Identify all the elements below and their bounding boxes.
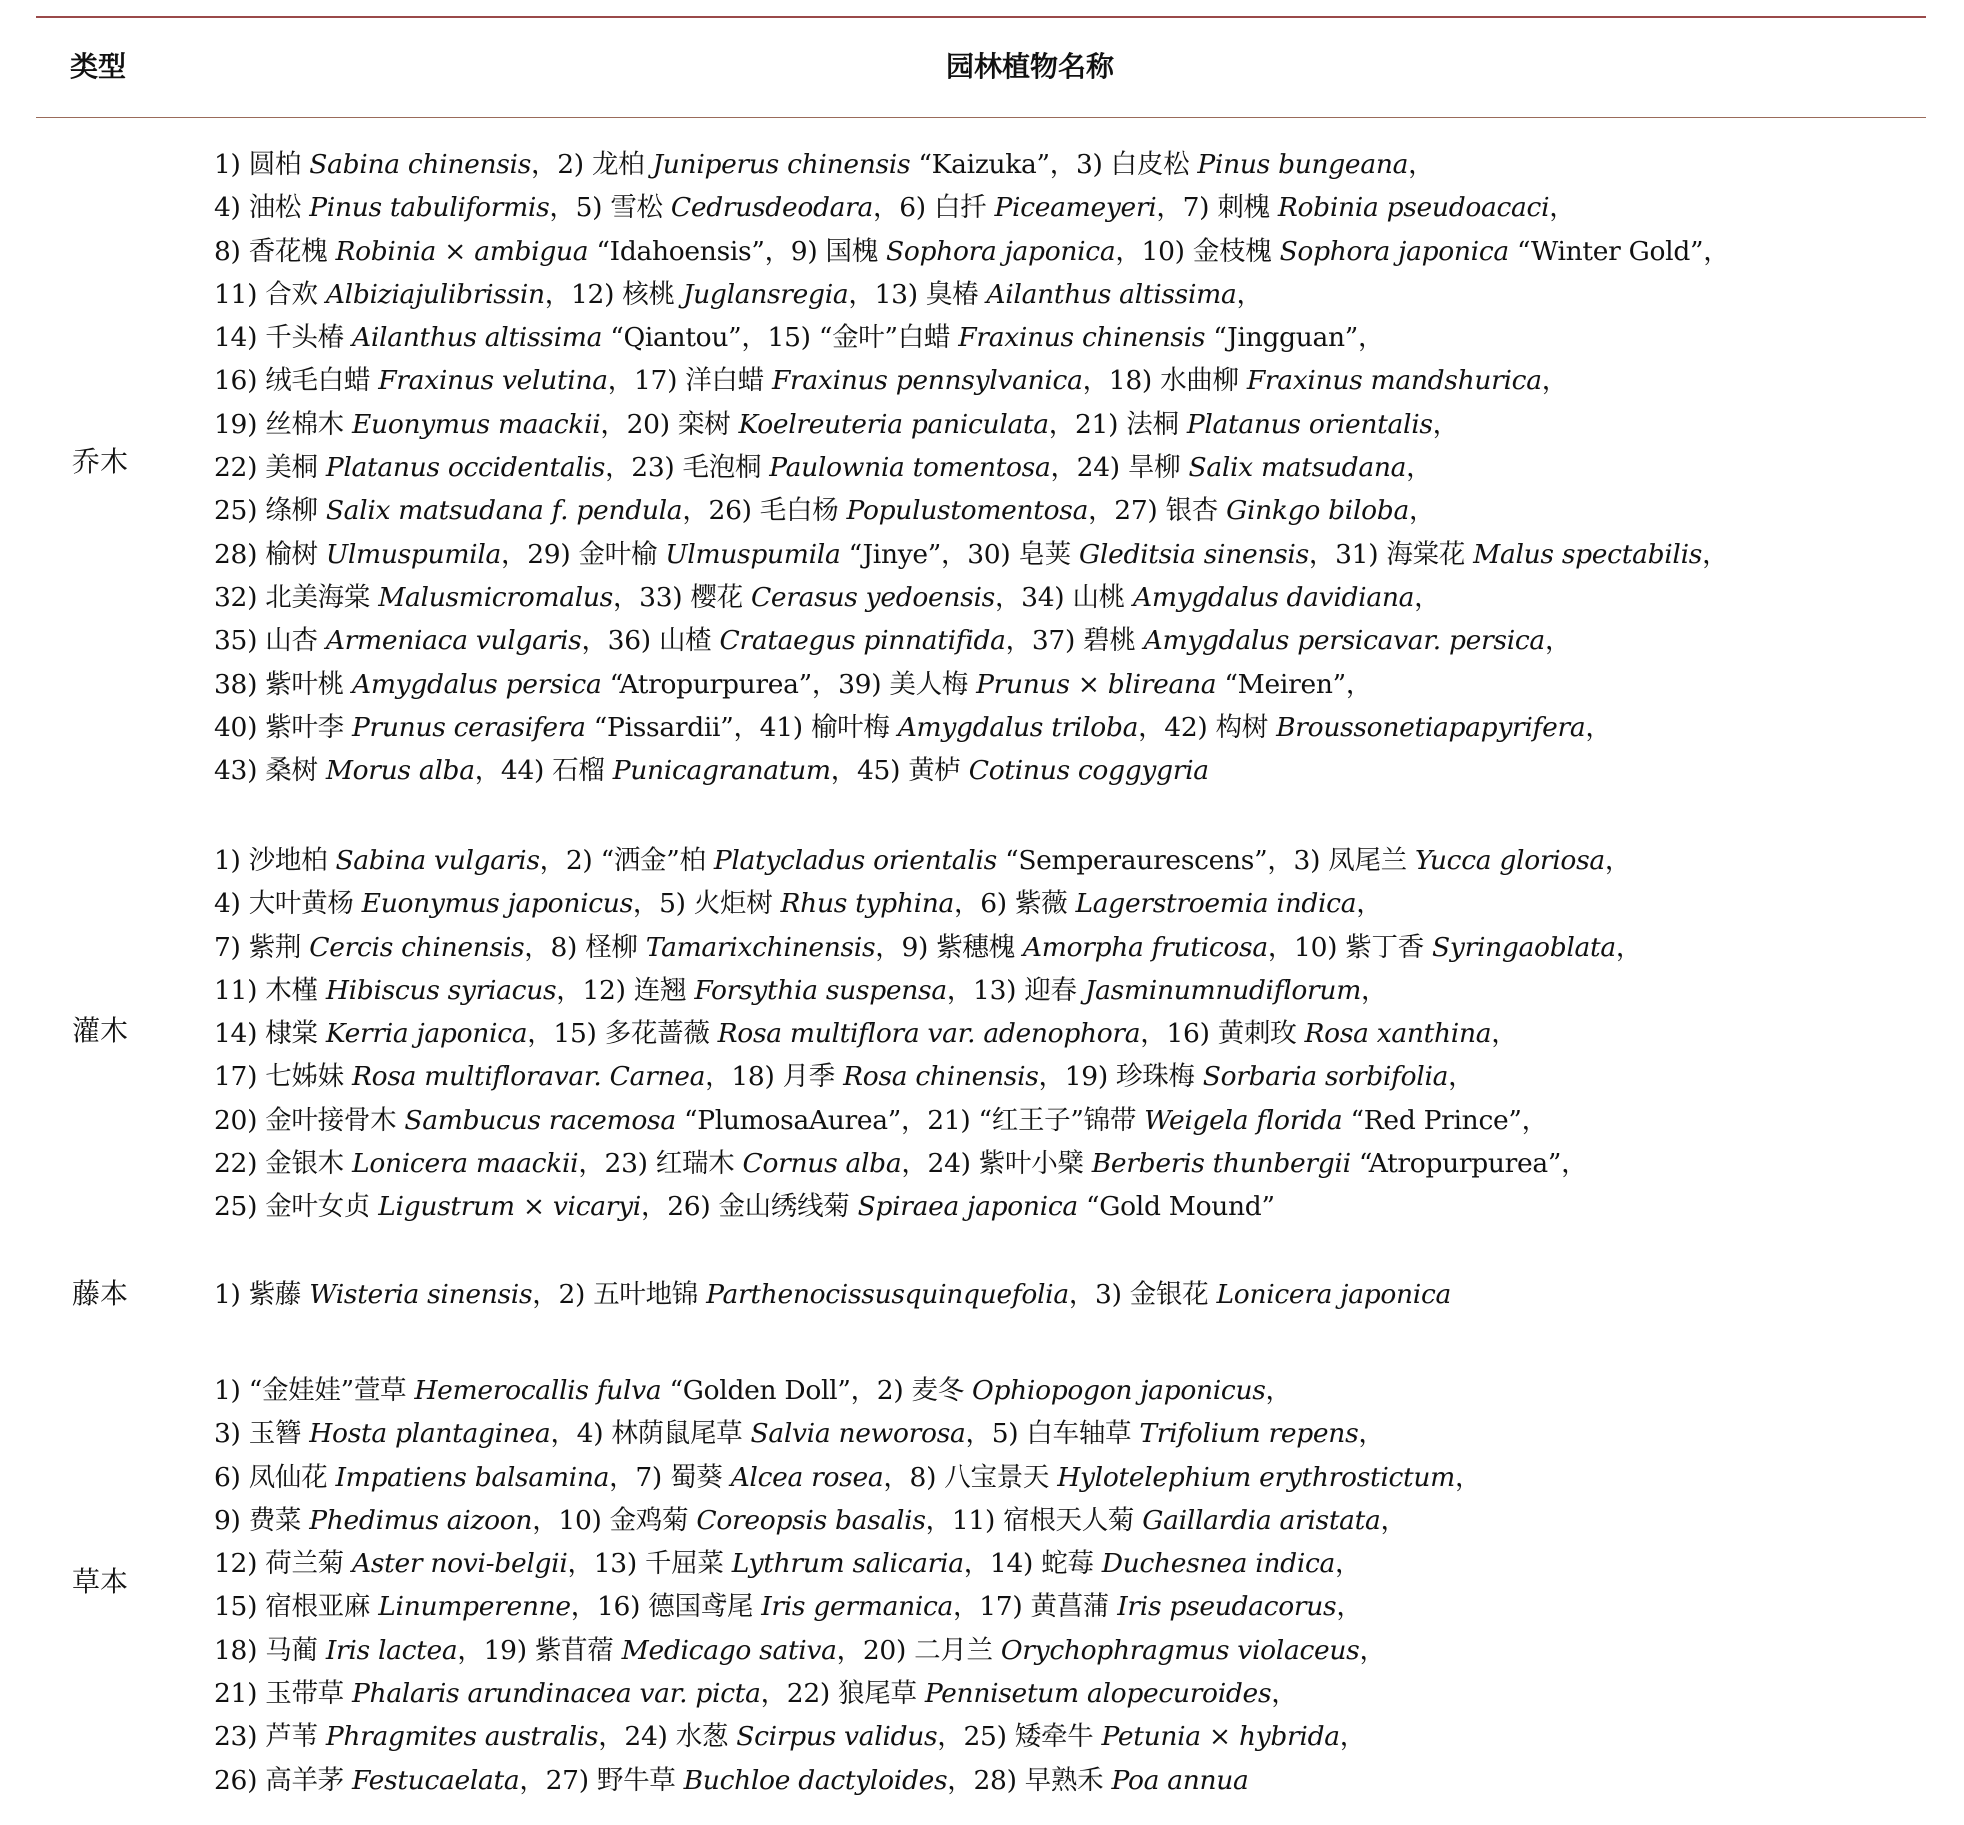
plant-text: 3) 玉簪 — [214, 1418, 310, 1450]
latin-name: Salvia neworosa — [750, 1418, 966, 1450]
plant-line — [214, 882, 1934, 925]
plant-text: ，25) 矮牵牛 — [937, 1721, 1102, 1753]
header-plant-name: 园林植物名称 — [945, 50, 1114, 83]
plant-text: “Red Prince”， — [1342, 1104, 1548, 1136]
plant-text: ， — [1541, 365, 1568, 397]
plant-text: ， — [1544, 625, 1572, 657]
latin-name: Buchloe dactyloides — [683, 1764, 948, 1796]
plant-text: ， — [1271, 1678, 1298, 1710]
plant-lines — [214, 143, 1934, 792]
header-type: 类型 — [70, 50, 127, 83]
plant-text: ，3) 金银花 — [1068, 1279, 1217, 1310]
plant-text: “Qiantou”，15) “金叶”白蜡 — [602, 322, 959, 354]
latin-name: Wisteria sinensis — [309, 1279, 533, 1310]
plant-text: ，18) 月季 — [705, 1061, 844, 1093]
plant-text: ，12) 连翘 — [556, 974, 695, 1006]
plant-text: ，29) 金叶榆 — [501, 538, 666, 570]
plant-text: ，17) 黄菖蒲 — [953, 1591, 1118, 1623]
plant-text: 1) 圆柏 — [214, 149, 310, 180]
plant-text: ，4) 林荫鼠尾草 — [550, 1418, 751, 1450]
plant-text: ，13) 迎春 — [946, 974, 1085, 1006]
latin-name: Iris lactea — [325, 1634, 458, 1666]
latin-name: Amorpha fruticosa — [1022, 931, 1268, 963]
plant-text: “Pissardii”，41) 榆叶梅 — [585, 711, 898, 743]
plant-text: 4) 油松 — [214, 192, 310, 224]
plant-text: ，19) 紫苜蓿 — [457, 1634, 622, 1666]
plant-text: 8) 香花槐 — [214, 235, 336, 267]
latin-name: Ligustrum × vicaryi — [378, 1191, 641, 1223]
latin-name: Jasminumnudiflorum — [1084, 974, 1362, 1006]
plant-text: ，12) 核桃 — [544, 278, 683, 310]
plant-text: ，2) 龙柏 — [531, 149, 653, 180]
latin-name: Poa annua — [1111, 1764, 1249, 1796]
plant-text: ， — [1491, 1018, 1518, 1050]
plant-text: ，28) 早熟禾 — [947, 1764, 1112, 1796]
latin-name: Robinia pseudoacaci — [1277, 192, 1550, 224]
latin-name: Syringaoblata — [1432, 931, 1616, 963]
plant-text: 23) 芦苇 — [214, 1721, 326, 1753]
latin-name: Salix matsudana f. pendula — [325, 495, 683, 527]
latin-name: Albiziajulibrissin — [325, 278, 545, 310]
plant-line — [214, 1629, 1934, 1672]
plant-text: “Atropurpurea”， — [1350, 1148, 1588, 1180]
plant-text: ，44) 石榴 — [474, 755, 613, 787]
plant-text: ，31) 海棠花 — [1308, 538, 1474, 570]
plant-line — [214, 230, 1934, 273]
latin-name: Spiraea japonica — [857, 1191, 1078, 1223]
plant-text: ，20) 栾树 — [600, 408, 739, 440]
plant-line — [214, 1055, 1934, 1098]
plant-text: ，20) 二月兰 — [836, 1634, 1001, 1666]
plant-text: ，14) 蛇莓 — [963, 1548, 1102, 1580]
latin-name: Duchesnea indica — [1101, 1548, 1336, 1580]
plant-text: “Gold Mound” — [1077, 1191, 1275, 1223]
plant-text: 22) 金银木 — [214, 1148, 353, 1180]
latin-name: Morus alba — [325, 755, 475, 787]
latin-name: Lonicera maackii — [352, 1148, 579, 1180]
plant-text: ， — [1432, 408, 1459, 440]
latin-name: Malus spectabilis — [1473, 538, 1703, 570]
plant-text: ，23) 毛泡桐 — [605, 452, 770, 484]
latin-name: Fraxinus chinensis — [958, 322, 1206, 354]
plant-text: ， — [1335, 1548, 1362, 1580]
plant-line — [214, 576, 1934, 619]
plant-line — [214, 143, 1934, 186]
plant-text: ，5) 白车轴草 — [965, 1418, 1140, 1450]
plant-text: ，33) 樱花 — [612, 581, 751, 613]
latin-name: Festucaelata — [352, 1764, 520, 1796]
plant-text: ， — [1339, 1721, 1366, 1753]
plant-lines — [214, 1273, 1934, 1316]
latin-name: Paulownia tomentosa — [769, 452, 1051, 484]
latin-name: Trifolium repens — [1139, 1418, 1359, 1450]
latin-name: Sophora japonica — [886, 235, 1116, 267]
plant-text: ，10) 金鸡菊 — [532, 1504, 697, 1536]
plant-text: ， — [1448, 1061, 1475, 1093]
category-label: 藤本 — [72, 1277, 129, 1310]
plant-line — [214, 706, 1934, 749]
plant-line — [214, 1759, 1934, 1802]
plant-text: ， — [1336, 1591, 1363, 1623]
plant-text: 14) 棣棠 — [214, 1018, 326, 1050]
table-top-rule — [36, 16, 1926, 18]
plant-text: “Atropurpurea”，39) 美人梅 — [601, 668, 977, 700]
plant-text: 1) 紫藤 — [214, 1279, 310, 1310]
latin-name: Fraxinus velutina — [378, 365, 608, 397]
plant-text: ，15) 多花蔷薇 — [527, 1018, 718, 1050]
plant-line — [214, 1672, 1934, 1715]
plant-text: ， — [1359, 1634, 1386, 1666]
latin-name: Aster novi-belgii — [352, 1548, 568, 1580]
latin-name: Cornus alba — [742, 1148, 902, 1180]
latin-name: Kerria japonica — [325, 1018, 528, 1050]
latin-name: Lonicera japonica — [1216, 1279, 1452, 1310]
latin-name: Cotinus coggygria — [968, 755, 1209, 787]
latin-name: Hibiscus syriacus — [325, 974, 557, 1006]
plant-text: “Golden Doll”，2) 麦冬 — [661, 1375, 973, 1406]
latin-name: Salix matsudana — [1188, 452, 1407, 484]
plant-text: ，26) 毛白杨 — [682, 495, 847, 527]
latin-name: Broussonetiapapyrifera — [1276, 711, 1586, 743]
plant-text: ， — [1408, 149, 1435, 180]
plant-text: ， — [1380, 1504, 1407, 1536]
plant-line — [214, 1012, 1934, 1055]
latin-name: Pinus tabuliformis — [309, 192, 550, 224]
latin-name: Crataegus pinnatifida — [719, 625, 1006, 657]
plant-text: 21) 玉带草 — [214, 1678, 353, 1710]
plant-text: 4) 大叶黄杨 — [214, 888, 362, 920]
plant-text: ，37) 碧桃 — [1005, 625, 1144, 657]
latin-name: Weigela florida — [1144, 1104, 1343, 1136]
plant-text: ，22) 狼尾草 — [760, 1678, 925, 1710]
latin-name: Euonymus japonicus — [361, 888, 633, 920]
plant-text: 17) 七姊妹 — [214, 1061, 353, 1093]
category-label: 灌木 — [72, 1014, 129, 1047]
latin-name: Fraxinus mandshurica — [1246, 365, 1542, 397]
plant-text: ， — [1406, 452, 1433, 484]
plant-line — [214, 316, 1934, 359]
plant-text: ，26) 金山绣线菊 — [641, 1191, 858, 1223]
latin-name: Lythrum salicaria — [731, 1548, 964, 1580]
latin-name: Linumperenne — [378, 1591, 571, 1623]
plant-text: 38) 紫叶桃 — [214, 668, 353, 700]
plant-text: ，10) 金枝槐 — [1115, 235, 1280, 267]
plant-text: ，24) 旱柳 — [1050, 452, 1189, 484]
latin-name: Amygdalus persica — [352, 668, 602, 700]
latin-name: Ailanthus altissima — [986, 278, 1237, 310]
latin-name: Yucca gloriosa — [1415, 845, 1605, 876]
latin-name: Rosa chinensis — [843, 1061, 1039, 1093]
plant-line — [214, 749, 1934, 792]
header-rule — [36, 117, 1926, 118]
plant-text: “Kaizuka”，3) 白皮松 — [910, 149, 1198, 180]
plant-text: ，2) “洒金”柏 — [539, 845, 714, 876]
latin-name: Phragmites australis — [325, 1721, 599, 1753]
plant-line — [214, 533, 1934, 576]
latin-name: Juniperus chinensis — [652, 149, 911, 180]
plant-text: ， — [1265, 1375, 1292, 1406]
plant-text: ，8) 柽柳 — [524, 931, 646, 963]
plant-text: ，36) 山楂 — [581, 625, 720, 657]
plant-text: “Semperaurescens”，3) 凤尾兰 — [996, 845, 1416, 876]
latin-name: Robinia × ambigua — [335, 235, 589, 267]
plant-text: 1) “金娃娃”萱草 — [214, 1375, 415, 1406]
latin-name: Sabina chinensis — [309, 149, 532, 180]
plant-text: “Idahoensis”，9) 国槐 — [588, 235, 887, 267]
latin-name: Phalaris arundinacea var. picta — [352, 1678, 761, 1710]
latin-name: Euonymus maackii — [352, 408, 601, 440]
latin-name: Fraxinus pennsylvanica — [771, 365, 1083, 397]
latin-name: Alcea rosea — [730, 1461, 884, 1493]
plant-text: ， — [1455, 1461, 1482, 1493]
latin-name: Platycladus orientalis — [713, 845, 997, 876]
latin-name: Sabina vulgaris — [335, 845, 540, 876]
plant-line — [214, 1369, 1934, 1412]
latin-name: Armeniaca vulgaris — [325, 625, 582, 657]
latin-name: Piceameyeri — [994, 192, 1157, 224]
plant-text: ，17) 洋白蜡 — [607, 365, 772, 397]
plant-text: 12) 荷兰菊 — [214, 1548, 353, 1580]
plant-line — [214, 1142, 1934, 1185]
latin-name: Pinus bungeana — [1197, 149, 1409, 180]
plant-text: 43) 桑树 — [214, 755, 326, 787]
plant-text: 6) 凤仙花 — [214, 1461, 336, 1493]
plant-text: ，5) 火炬树 — [632, 888, 781, 920]
plant-text: ，23) 红瑞木 — [578, 1148, 743, 1180]
latin-name: Phedimus aizoon — [309, 1504, 533, 1536]
category-label: 乔木 — [72, 445, 129, 478]
plant-lines — [214, 839, 1934, 1229]
latin-name: Impatiens balsamina — [335, 1461, 610, 1493]
plant-text: 9) 费菜 — [214, 1504, 310, 1536]
latin-name: Ulmuspumila — [665, 538, 841, 570]
plant-text: 11) 合欢 — [214, 278, 326, 310]
plant-text: 19) 丝棉木 — [214, 408, 353, 440]
plant-line — [214, 663, 1934, 706]
latin-name: Coreopsis basalis — [696, 1504, 926, 1536]
plant-text: ，2) 五叶地锦 — [532, 1279, 707, 1310]
latin-name: Sophora japonica — [1279, 235, 1509, 267]
plant-line — [214, 969, 1934, 1012]
plant-text: ， — [1549, 192, 1576, 224]
plant-text: 35) 山杏 — [214, 625, 326, 657]
plant-line — [214, 1412, 1934, 1455]
plant-line — [214, 446, 1934, 489]
plant-text: ，5) 雪松 — [549, 192, 671, 224]
latin-name: Rosa xanthina — [1304, 1018, 1492, 1050]
plant-text: “Meiren”， — [1216, 668, 1373, 700]
plant-text: ，9) 紫穗槐 — [875, 931, 1023, 963]
plant-text: 25) 金叶女贞 — [214, 1191, 379, 1223]
latin-name: Prunus × blireana — [976, 668, 1217, 700]
plant-text: ，13) 千屈菜 — [567, 1548, 732, 1580]
plant-text: ， — [1236, 278, 1263, 310]
plant-text: ， — [1358, 1418, 1385, 1450]
plant-text: 16) 绒毛白蜡 — [214, 365, 379, 397]
latin-name: Ailanthus altissima — [352, 322, 603, 354]
plant-text: ，42) 构树 — [1138, 711, 1277, 743]
plant-text: 11) 木槿 — [214, 974, 326, 1006]
category-label: 草本 — [72, 1565, 129, 1598]
plant-lines — [214, 1369, 1934, 1802]
latin-name: Rosa multifloravar. Carnea — [352, 1061, 706, 1093]
plant-text: 18) 马蔺 — [214, 1634, 326, 1666]
plant-line — [214, 403, 1934, 446]
latin-name: Scirpus validus — [736, 1721, 938, 1753]
plant-text: 40) 紫叶李 — [214, 711, 353, 743]
plant-text: 7) 紫荆 — [214, 931, 310, 963]
plant-line — [214, 186, 1934, 229]
plant-text: “PlumosaAurea”，21) “红王子”锦带 — [675, 1104, 1145, 1136]
plant-line — [214, 1715, 1934, 1758]
plant-text: ，19) 珍珠梅 — [1038, 1061, 1203, 1093]
plant-text: “Jingguan”， — [1205, 322, 1385, 354]
plant-text: 26) 高羊茅 — [214, 1764, 353, 1796]
plant-line — [214, 489, 1934, 532]
latin-name: Lagerstroemia indica — [1075, 888, 1357, 920]
plant-line — [214, 926, 1934, 969]
latin-name: Amygdalus persicavar. persica — [1143, 625, 1545, 657]
plant-text: ， — [1361, 974, 1388, 1006]
plant-text: ， — [1585, 711, 1612, 743]
plant-text: ， — [1615, 931, 1643, 963]
latin-name: Hosta plantaginea — [309, 1418, 551, 1450]
plant-text: ，7) 刺槐 — [1156, 192, 1278, 224]
plant-text: 20) 金叶接骨木 — [214, 1104, 405, 1136]
plant-text: ，8) 八宝景天 — [883, 1461, 1058, 1493]
plant-text: 28) 榆树 — [214, 538, 326, 570]
plant-text: 22) 美桐 — [214, 452, 326, 484]
plant-text: ，21) 法桐 — [1048, 408, 1187, 440]
latin-name: Malusmicromalus — [378, 581, 613, 613]
latin-name: Punicagranatum — [612, 755, 831, 787]
plant-text: ， — [1408, 495, 1436, 527]
plant-text: ，11) 宿根天人菊 — [925, 1504, 1143, 1536]
plant-text: ，6) 紫薇 — [954, 888, 1076, 920]
latin-name: Koelreuteria paniculata — [738, 408, 1049, 440]
plant-text: 15) 宿根亚麻 — [214, 1591, 379, 1623]
latin-name: Hylotelephium erythrostictum — [1057, 1461, 1455, 1493]
plant-line — [214, 1273, 1934, 1316]
plant-line — [214, 839, 1934, 882]
latin-name: Platanus orientalis — [1186, 408, 1433, 440]
plant-text: ，24) 水葱 — [598, 1721, 737, 1753]
plant-text: 25) 绦柳 — [214, 495, 326, 527]
plant-text: ，45) 黄栌 — [830, 755, 969, 787]
latin-name: Tamarixchinensis — [645, 931, 876, 963]
latin-name: Platanus occidentalis — [325, 452, 606, 484]
latin-name: Sorbaria sorbifolia — [1202, 1061, 1449, 1093]
latin-name: Cedrusdeodara — [670, 192, 874, 224]
latin-name: Forsythia suspensa — [694, 974, 947, 1006]
latin-name: Rhus typhina — [780, 888, 955, 920]
plant-line — [214, 1456, 1934, 1499]
plant-line — [214, 1542, 1934, 1585]
latin-name: Iris pseudacorus — [1117, 1591, 1337, 1623]
latin-name: Amygdalus triloba — [897, 711, 1139, 743]
plant-text: ， — [1702, 538, 1729, 570]
latin-name: Pennisetum alopecuroides — [924, 1678, 1272, 1710]
latin-name: Cercis chinensis — [309, 931, 525, 963]
plant-text: “Jinye”，30) 皂荚 — [840, 538, 1080, 570]
plant-text: ，27) 野牛草 — [519, 1764, 684, 1796]
latin-name: Prunus cerasifera — [352, 711, 586, 743]
plant-text: ，18) 水曲柳 — [1082, 365, 1247, 397]
plant-text: ，16) 黄刺玫 — [1140, 1018, 1305, 1050]
latin-name: Amygdalus davidiana — [1132, 581, 1415, 613]
plant-text: 1) 沙地柏 — [214, 845, 336, 876]
plant-text: ，10) 紫丁香 — [1267, 931, 1433, 963]
latin-name: Parthenocissusquinquefolia — [706, 1279, 1069, 1310]
latin-name: Medicago sativa — [621, 1634, 837, 1666]
plant-text: ， — [1414, 581, 1441, 613]
plant-line — [214, 1099, 1934, 1142]
plant-line — [214, 619, 1934, 662]
plant-line — [214, 1499, 1934, 1542]
latin-name: Petunia × hybrida — [1101, 1721, 1340, 1753]
plant-text: ， — [1356, 888, 1383, 920]
plant-text: ，13) 臭椿 — [848, 278, 987, 310]
plant-text: ，24) 紫叶小檗 — [901, 1148, 1092, 1180]
latin-name: Berberis thunbergii — [1091, 1148, 1351, 1180]
plant-text: ，16) 德国鸢尾 — [570, 1591, 762, 1623]
plant-text: ，27) 银杏 — [1088, 495, 1227, 527]
latin-name: Ophiopogon japonicus — [972, 1375, 1266, 1406]
plant-text: ， — [1604, 845, 1632, 876]
latin-name: Sambucus racemosa — [404, 1104, 676, 1136]
latin-name: Orychophragmus violaceus — [1000, 1634, 1360, 1666]
plant-line — [214, 359, 1934, 402]
plant-text: “Winter Gold”， — [1508, 235, 1730, 267]
latin-name: Gaillardia aristata — [1142, 1504, 1381, 1536]
plant-text: ，6) 白扦 — [873, 192, 995, 224]
latin-name: Ginkgo biloba — [1226, 495, 1409, 527]
latin-name: Populustomentosa — [846, 495, 1089, 527]
latin-name: Rosa multiflora var. adenophora — [717, 1018, 1141, 1050]
latin-name: Iris germanica — [761, 1591, 954, 1623]
plant-text: ，7) 蜀葵 — [609, 1461, 731, 1493]
plant-text: 14) 千头椿 — [214, 322, 353, 354]
latin-name: Cerasus yedoensis — [750, 581, 995, 613]
plant-text: ，34) 山桃 — [994, 581, 1133, 613]
plant-line — [214, 273, 1934, 316]
latin-name: Juglansregia — [682, 278, 849, 310]
plant-text: 32) 北美海棠 — [214, 581, 379, 613]
latin-name: Hemerocallis fulva — [414, 1375, 662, 1406]
latin-name: Gleditsia sinensis — [1079, 538, 1309, 570]
plant-line — [214, 1185, 1934, 1228]
latin-name: Ulmuspumila — [325, 538, 502, 570]
plant-line — [214, 1585, 1934, 1628]
